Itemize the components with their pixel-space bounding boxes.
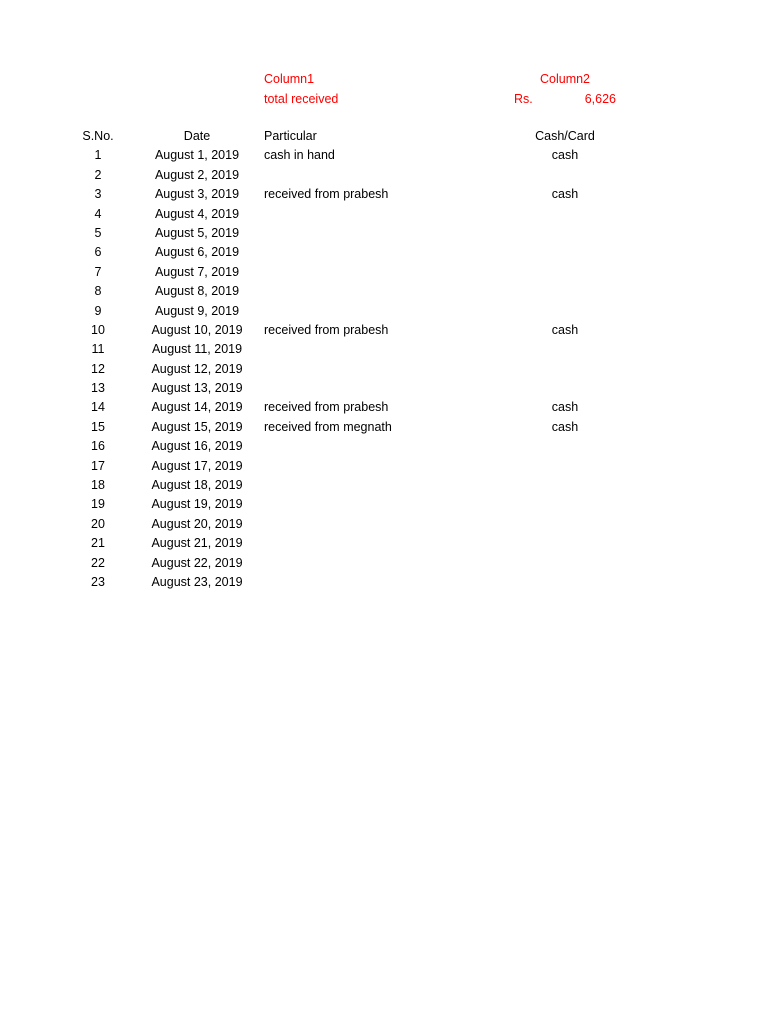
- date-cell: August 18, 2019: [151, 478, 243, 493]
- sno-cell: 8: [94, 284, 102, 299]
- sno-cell: 14: [91, 400, 105, 415]
- header-particular: Particular: [264, 129, 317, 143]
- table-row: [0, 554, 768, 573]
- header-cash-card: Cash/Card: [535, 129, 595, 143]
- sno-cell: 13: [91, 381, 105, 396]
- cash-card-cell: cash: [551, 187, 579, 202]
- table-row: [0, 224, 768, 243]
- sno-cell: 11: [91, 342, 105, 357]
- particular-cell: received from megnath: [264, 419, 392, 434]
- table-row: [0, 185, 768, 204]
- total-received-value: 6,626: [584, 92, 616, 106]
- summary-column-labels: [0, 69, 768, 89]
- table-row: [0, 437, 768, 456]
- date-cell: August 3, 2019: [154, 187, 240, 202]
- date-cell: August 8, 2019: [154, 284, 240, 299]
- sno-cell: 18: [91, 478, 105, 493]
- table-row: [0, 263, 768, 282]
- sno-cell: 15: [91, 419, 105, 434]
- particular-cell: received from prabesh: [264, 187, 389, 202]
- table-row: [0, 379, 768, 398]
- column2-label: Column2: [539, 72, 591, 86]
- table-row: [0, 476, 768, 495]
- sno-cell: 7: [94, 264, 102, 279]
- date-cell: August 15, 2019: [151, 419, 243, 434]
- currency-label: Rs.: [514, 92, 533, 106]
- date-cell: August 2, 2019: [154, 167, 240, 182]
- date-cell: August 12, 2019: [151, 361, 243, 376]
- header-date: Date: [183, 129, 211, 143]
- sno-cell: 12: [91, 361, 105, 376]
- particular-cell: cash in hand: [264, 148, 335, 163]
- table-row: [0, 457, 768, 476]
- summary-total-row: [0, 89, 768, 109]
- table-row: [0, 515, 768, 534]
- sno-cell: 6: [94, 245, 102, 260]
- date-cell: August 11, 2019: [151, 342, 243, 357]
- date-cell: August 13, 2019: [151, 381, 243, 396]
- cash-card-cell: cash: [551, 322, 579, 337]
- total-received-label: total received: [264, 92, 339, 106]
- table-row: [0, 495, 768, 514]
- date-cell: August 16, 2019: [151, 439, 243, 454]
- table-row: [0, 398, 768, 417]
- sno-cell: 20: [91, 516, 105, 531]
- table-row: [0, 418, 768, 437]
- cash-card-cell: cash: [551, 419, 579, 434]
- table-row: [0, 166, 768, 185]
- table-row: [0, 534, 768, 553]
- date-cell: August 6, 2019: [154, 245, 240, 260]
- table-body: [0, 146, 768, 592]
- table-row: [0, 360, 768, 379]
- sno-cell: 1: [94, 148, 102, 163]
- table-row: [0, 302, 768, 321]
- date-cell: August 19, 2019: [151, 497, 243, 512]
- date-cell: August 22, 2019: [151, 555, 243, 570]
- date-cell: August 14, 2019: [151, 400, 243, 415]
- table-row: [0, 321, 768, 340]
- sno-cell: 4: [94, 206, 102, 221]
- sno-cell: 21: [91, 536, 105, 551]
- sno-cell: 5: [94, 225, 102, 240]
- date-cell: August 1, 2019: [154, 148, 240, 163]
- table-row: [0, 243, 768, 262]
- table-row: [0, 146, 768, 165]
- date-cell: August 21, 2019: [151, 536, 243, 551]
- column1-label: Column1: [264, 72, 315, 86]
- sno-cell: 23: [91, 574, 105, 589]
- date-cell: August 20, 2019: [151, 516, 243, 531]
- table-row: [0, 282, 768, 301]
- cash-card-cell: cash: [551, 400, 579, 415]
- sno-cell: 3: [94, 187, 102, 202]
- ledger-table: [0, 127, 768, 592]
- sno-cell: 10: [91, 322, 105, 337]
- date-cell: August 23, 2019: [151, 574, 243, 589]
- sno-cell: 17: [91, 458, 105, 473]
- sno-cell: 2: [94, 167, 102, 182]
- header-sno: S.No.: [82, 129, 114, 143]
- particular-cell: received from prabesh: [264, 400, 389, 415]
- table-header-row: [0, 127, 768, 146]
- cash-card-cell: cash: [551, 148, 579, 163]
- date-cell: August 10, 2019: [151, 322, 243, 337]
- table-row: [0, 573, 768, 592]
- sno-cell: 16: [91, 439, 105, 454]
- date-cell: August 17, 2019: [151, 458, 243, 473]
- sno-cell: 22: [91, 555, 105, 570]
- date-cell: August 4, 2019: [154, 206, 240, 221]
- sno-cell: 9: [94, 303, 102, 318]
- sno-cell: 19: [91, 497, 105, 512]
- particular-cell: received from prabesh: [264, 322, 389, 337]
- date-cell: August 9, 2019: [154, 303, 240, 318]
- date-cell: August 5, 2019: [154, 225, 240, 240]
- table-row: [0, 205, 768, 224]
- date-cell: August 7, 2019: [154, 264, 240, 279]
- table-row: [0, 340, 768, 359]
